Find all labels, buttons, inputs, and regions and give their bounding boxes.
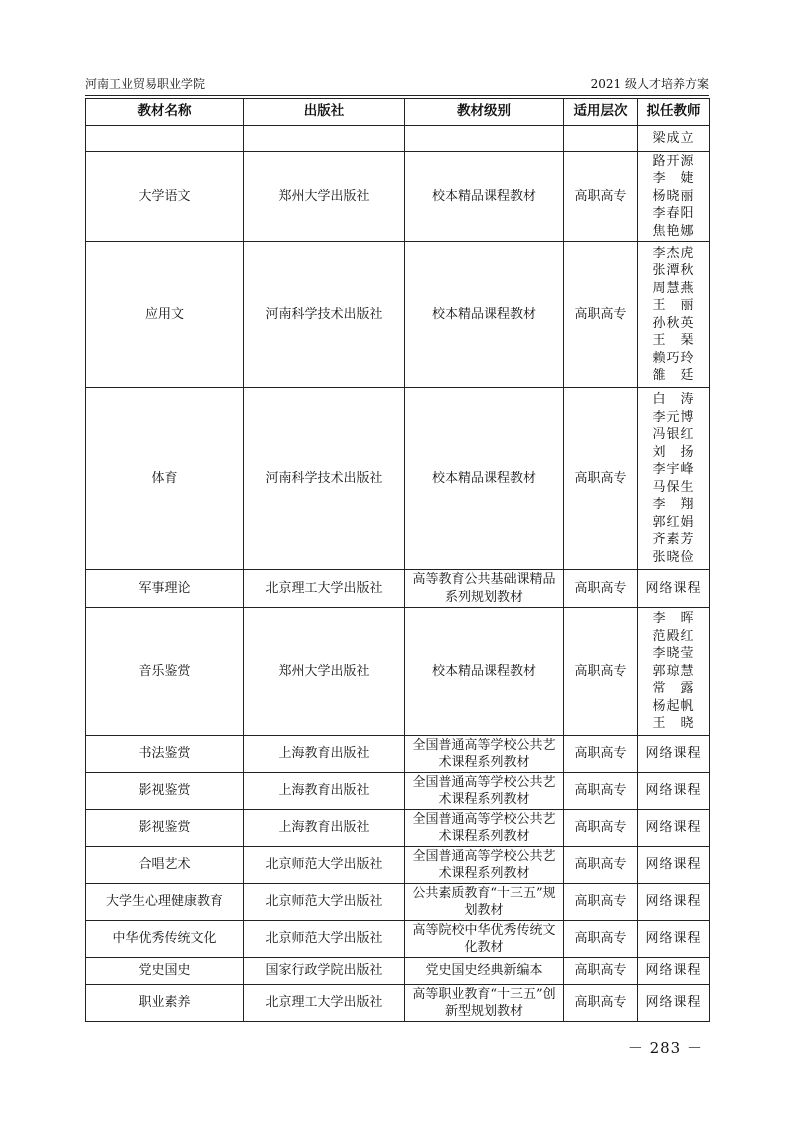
- teacher-name: 网络课程: [645, 894, 702, 910]
- teacher-name: 王 丽: [652, 298, 695, 313]
- cell-publisher: 河南科学技术出版社: [244, 242, 405, 388]
- teacher-name: 杨晓丽: [652, 188, 695, 204]
- column-header-publisher: 出版社: [244, 99, 405, 126]
- cell-applicable-level: 高职高专: [564, 921, 638, 958]
- table-row: [86, 736, 710, 773]
- cell-textbook-level: 全国普通高等学校公共艺术课程系列教材: [405, 773, 564, 810]
- table-row: [86, 847, 710, 884]
- school-name: 河南工业贸易职业学院: [85, 77, 206, 91]
- teacher-name: 网络课程: [645, 746, 702, 762]
- document-title: 2021 级人才培养方案: [590, 77, 709, 91]
- teacher-name: 齐素芳: [652, 532, 695, 547]
- teacher-name: 李宇峰: [652, 462, 695, 477]
- cell-publisher: [244, 126, 405, 152]
- cell-textbook-level: 公共素质教育“十三五”规划教材: [405, 884, 564, 921]
- cell-applicable-level: 高职高专: [564, 152, 638, 242]
- cell-textbook-name: 书法鉴赏: [86, 736, 244, 773]
- teacher-name: 王 晓: [652, 716, 695, 732]
- teacher-name: 杨起帆: [652, 698, 695, 714]
- cell-publisher: 北京理工大学出版社: [244, 985, 405, 1022]
- cell-textbook-level: 全国普通高等学校公共艺术课程系列教材: [405, 810, 564, 847]
- cell-textbook-level: 高等职业教育“十三五”创新型规划教材: [405, 985, 564, 1022]
- cell-applicable-level: 高职高专: [564, 736, 638, 773]
- teacher-name: 焦艳娜: [652, 223, 695, 239]
- cell-applicable-level: 高职高专: [564, 958, 638, 985]
- cell-textbook-level: 高等院校中华优秀传统文化教材: [405, 921, 564, 958]
- cell-applicable-level: 高职高专: [564, 242, 638, 388]
- cell-applicable-level: 高职高专: [564, 810, 638, 847]
- cell-applicable-level: [564, 126, 638, 152]
- cell-applicable-level: 高职高专: [564, 884, 638, 921]
- cell-textbook-name: 音乐鉴赏: [86, 608, 244, 736]
- teacher-name: 张晓俭: [652, 549, 695, 565]
- teacher-name: 李 翔: [652, 497, 695, 512]
- cell-textbook-name: 大学语文: [86, 152, 244, 242]
- cell-teachers: [638, 847, 710, 884]
- teacher-name: 刘 扬: [652, 444, 695, 460]
- cell-textbook-name: 合唱艺术: [86, 847, 244, 884]
- teacher-name: 网络课程: [645, 995, 702, 1011]
- teacher-name: 周慧燕: [652, 280, 695, 296]
- teacher-name: 赖巧玲: [652, 350, 695, 366]
- cell-publisher: 上海教育出版社: [244, 773, 405, 810]
- teacher-name: 常 露: [652, 681, 695, 697]
- cell-textbook-level: 高等教育公共基础课精品系列规划教材: [405, 570, 564, 608]
- table-row: [86, 152, 710, 242]
- teacher-name: 马保生: [652, 479, 695, 495]
- cell-textbook-name: 中华优秀传统文化: [86, 921, 244, 958]
- teacher-name: 李 婕: [652, 171, 695, 187]
- cell-textbook-level: 校本精品课程教材: [405, 152, 564, 242]
- table-header-row: [86, 99, 710, 126]
- teacher-name: 网络课程: [645, 931, 702, 947]
- cell-applicable-level: 高职高专: [564, 388, 638, 570]
- cell-textbook-level: 党史国史经典新编本: [405, 958, 564, 985]
- cell-applicable-level: 高职高专: [564, 847, 638, 884]
- cell-teachers: [638, 608, 710, 736]
- teacher-name: 雒 廷: [652, 368, 695, 383]
- column-header-applicable-level: 适用层次: [564, 99, 638, 126]
- teacher-name: 郭红娟: [652, 514, 695, 530]
- column-header-teachers: 拟任教师: [638, 99, 710, 126]
- cell-publisher: 郑州大学出版社: [244, 608, 405, 736]
- table-row: [86, 608, 710, 736]
- page-number: － 283 －: [627, 1039, 703, 1057]
- teacher-name: 梁成立: [652, 130, 695, 146]
- cell-teachers: [638, 921, 710, 958]
- table-row: [86, 388, 710, 570]
- table-row: [86, 985, 710, 1022]
- table-row: [86, 126, 710, 152]
- teacher-name: 路开源: [652, 153, 695, 169]
- cell-textbook-level: 全国普通高等学校公共艺术课程系列教材: [405, 736, 564, 773]
- teacher-name: 白 涛: [652, 392, 695, 407]
- cell-teachers: [638, 884, 710, 921]
- column-header-textbook-level: 教材级别: [405, 99, 564, 126]
- teacher-name: 冯银红: [652, 427, 695, 442]
- cell-teachers: [638, 126, 710, 152]
- table-row: [86, 958, 710, 985]
- teacher-name: 郭琼慧: [652, 663, 695, 679]
- table-row: [86, 242, 710, 388]
- teacher-name: 网络课程: [645, 857, 702, 873]
- table-body: [86, 126, 710, 1022]
- cell-textbook-level: 校本精品课程教材: [405, 388, 564, 570]
- cell-textbook-level: 全国普通高等学校公共艺术课程系列教材: [405, 847, 564, 884]
- column-header-textbook-name: 教材名称: [86, 99, 244, 126]
- cell-applicable-level: 高职高专: [564, 985, 638, 1022]
- cell-publisher: 上海教育出版社: [244, 810, 405, 847]
- teacher-name: 李元博: [652, 409, 695, 425]
- teacher-name: 李晓莹: [652, 646, 695, 662]
- cell-teachers: [638, 958, 710, 985]
- cell-teachers: [638, 773, 710, 810]
- cell-publisher: 北京师范大学出版社: [244, 884, 405, 921]
- teacher-name: 王 琹: [652, 333, 695, 348]
- cell-publisher: 国家行政学院出版社: [244, 958, 405, 985]
- cell-textbook-name: [86, 126, 244, 152]
- cell-teachers: [638, 152, 710, 242]
- cell-publisher: 上海教育出版社: [244, 736, 405, 773]
- cell-textbook-name: 军事理论: [86, 570, 244, 608]
- teacher-name: 李杰虎: [652, 245, 695, 261]
- cell-textbook-name: 影视鉴赏: [86, 810, 244, 847]
- cell-applicable-level: 高职高专: [564, 608, 638, 736]
- teacher-name: 李 晖: [652, 611, 695, 627]
- teacher-name: 范殿红: [652, 628, 695, 644]
- cell-textbook-level: 校本精品课程教材: [405, 242, 564, 388]
- teacher-name: 网络课程: [645, 580, 702, 596]
- cell-textbook-name: 党史国史: [86, 958, 244, 985]
- teacher-name: 网络课程: [645, 783, 702, 799]
- cell-textbook-name: 大学生心理健康教育: [86, 884, 244, 921]
- cell-teachers: [638, 242, 710, 388]
- cell-textbook-name: 影视鉴赏: [86, 773, 244, 810]
- cell-applicable-level: 高职高专: [564, 570, 638, 608]
- header-rule: [85, 95, 709, 96]
- cell-publisher: 北京理工大学出版社: [244, 570, 405, 608]
- cell-publisher: 北京师范大学出版社: [244, 921, 405, 958]
- table-row: [86, 884, 710, 921]
- cell-publisher: 北京师范大学出版社: [244, 847, 405, 884]
- table-row: [86, 921, 710, 958]
- textbook-table: [85, 98, 710, 1022]
- table-row: [86, 773, 710, 810]
- cell-textbook-name: 应用文: [86, 242, 244, 388]
- cell-publisher: 河南科学技术出版社: [244, 388, 405, 570]
- teacher-name: 张潭秋: [652, 263, 695, 278]
- cell-textbook-level: [405, 126, 564, 152]
- teacher-name: 网络课程: [645, 963, 702, 979]
- teacher-name: 孙秋英: [652, 315, 695, 331]
- cell-textbook-name: 体育: [86, 388, 244, 570]
- table-row: [86, 570, 710, 608]
- running-header: [85, 73, 709, 95]
- cell-applicable-level: 高职高专: [564, 773, 638, 810]
- cell-textbook-name: 职业素养: [86, 985, 244, 1022]
- cell-teachers: [638, 985, 710, 1022]
- teacher-name: 李春阳: [652, 206, 695, 222]
- cell-textbook-level: 校本精品课程教材: [405, 608, 564, 736]
- cell-teachers: [638, 810, 710, 847]
- cell-teachers: [638, 388, 710, 570]
- cell-teachers: [638, 736, 710, 773]
- cell-teachers: [638, 570, 710, 608]
- cell-publisher: 郑州大学出版社: [244, 152, 405, 242]
- teacher-name: 网络课程: [645, 820, 702, 836]
- table-row: [86, 810, 710, 847]
